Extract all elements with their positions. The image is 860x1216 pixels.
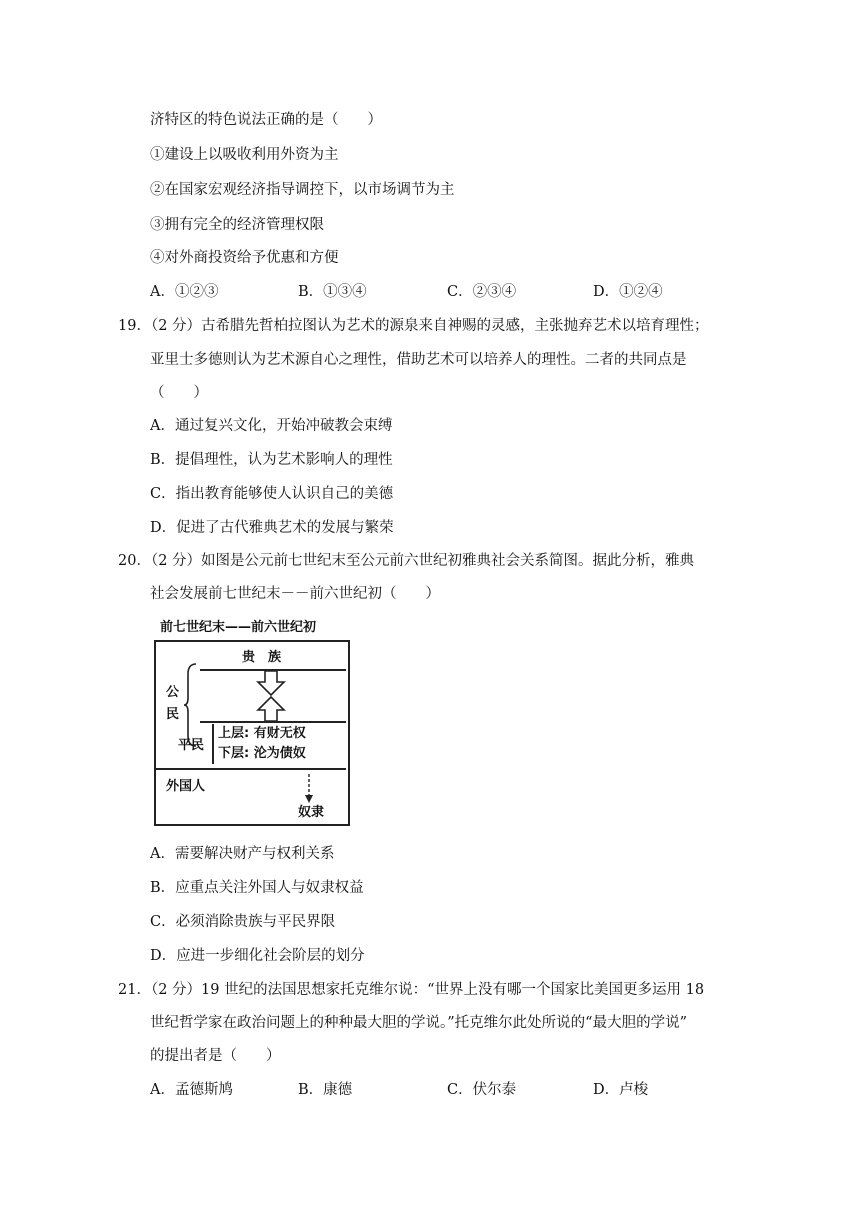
q21-option-b: B．康德 (298, 1082, 353, 1098)
diagram-citizens-label: 公 民 (166, 685, 180, 722)
pressure-arrows-icon (256, 670, 286, 722)
q19-option-c: C．指出教育能够使人认识自己的美德 (150, 486, 394, 502)
q19-option-b: B．提倡理性，认为艺术影响人的理性 (150, 452, 393, 468)
q20-option-d: D．应进一步细化社会阶层的划分 (150, 948, 365, 964)
commoners-divider (212, 724, 214, 764)
q21-stem-line-2: 世纪哲学家在政治问题上的种种最大胆的学说。”托克维尔此处所说的“最大胆的学说” (150, 1015, 687, 1031)
diagram-slaves-label: 奴隶 (298, 805, 325, 820)
diagram-title: 前七世纪末——前六世纪初 (160, 620, 317, 635)
foreigners-line (156, 768, 346, 770)
q21-option-d: D．卢梭 (593, 1082, 649, 1098)
q20-option-c: C．必须消除贵族与平民界限 (150, 914, 336, 930)
q19-option-d: D．促进了古代雅典艺术的发展与繁荣 (150, 520, 394, 536)
q19-stem-line-2: 亚里士多德则认为艺术源自心之理性，借助艺术可以培养人的理性。二者的共同点是 (150, 352, 687, 368)
q18-option-c: C．②③④ (447, 284, 517, 300)
q21-option-a: A．孟德斯鸠 (150, 1082, 233, 1098)
commoners-top-line (200, 721, 346, 723)
q18-statement-4: ④对外商投资给予优惠和方便 (150, 250, 339, 266)
q18-statement-3: ③拥有完全的经济管理权限 (150, 217, 324, 233)
citizens-brace-icon (184, 662, 198, 748)
q20-stem-line-1: 20．（2 分）如图是公元前七世纪末至公元前六世纪初雅典社会关系简图。据此分析，雅典 (118, 553, 695, 569)
athens-social-structure-diagram (152, 618, 352, 830)
q19-option-a: A．通过复兴文化，开始冲破教会束缚 (150, 418, 393, 434)
q20-stem-line-2: 社会发展前七世纪末－－前六世纪初（ ） (150, 586, 440, 602)
q20-option-a: A．需要解决财产与权利关系 (150, 846, 335, 862)
diagram-nobles-label: 贵 族 (242, 650, 282, 665)
diagram-upper-class: 上层: 有财无权 (218, 726, 306, 741)
q20-option-b: B．应重点关注外国人与奴隶权益 (150, 880, 364, 896)
q21-stem-line-1: 21．（2 分）19 世纪的法国思想家托克维尔说：“世界上没有哪一个国家比美国更多运用 18 (118, 982, 705, 998)
q19-stem-line-3: （ ） (150, 385, 208, 401)
q18-stem-tail: 济特区的特色说法正确的是（ ） (150, 112, 382, 128)
q21-stem-line-3: 的提出者是（ ） (150, 1048, 281, 1064)
q21-option-c: C．伏尔泰 (447, 1082, 517, 1098)
diagram-commoners-label: 平民 (178, 738, 205, 753)
q19-stem-line-1: 19．（2 分）古希腊先哲柏拉图认为艺术的源泉来自神赐的灵感，主张抛弃艺术以培育理性； (118, 318, 709, 334)
slavery-dashed-arrow-icon (304, 774, 314, 804)
q18-statement-2: ②在国家宏观经济指导调控下，以市场调节为主 (150, 182, 455, 198)
q18-statement-1: ①建设上以吸收利用外资为主 (150, 147, 339, 163)
diagram-lower-class: 下层: 沦为债奴 (218, 746, 306, 761)
q18-option-b: B．①③④ (298, 284, 367, 300)
q18-options (150, 282, 710, 302)
q18-option-d: D．①②④ (593, 284, 663, 300)
diagram-foreigners-label: 外国人 (166, 779, 206, 794)
q18-option-a: A．①②③ (150, 284, 219, 300)
q21-options (150, 1080, 710, 1100)
